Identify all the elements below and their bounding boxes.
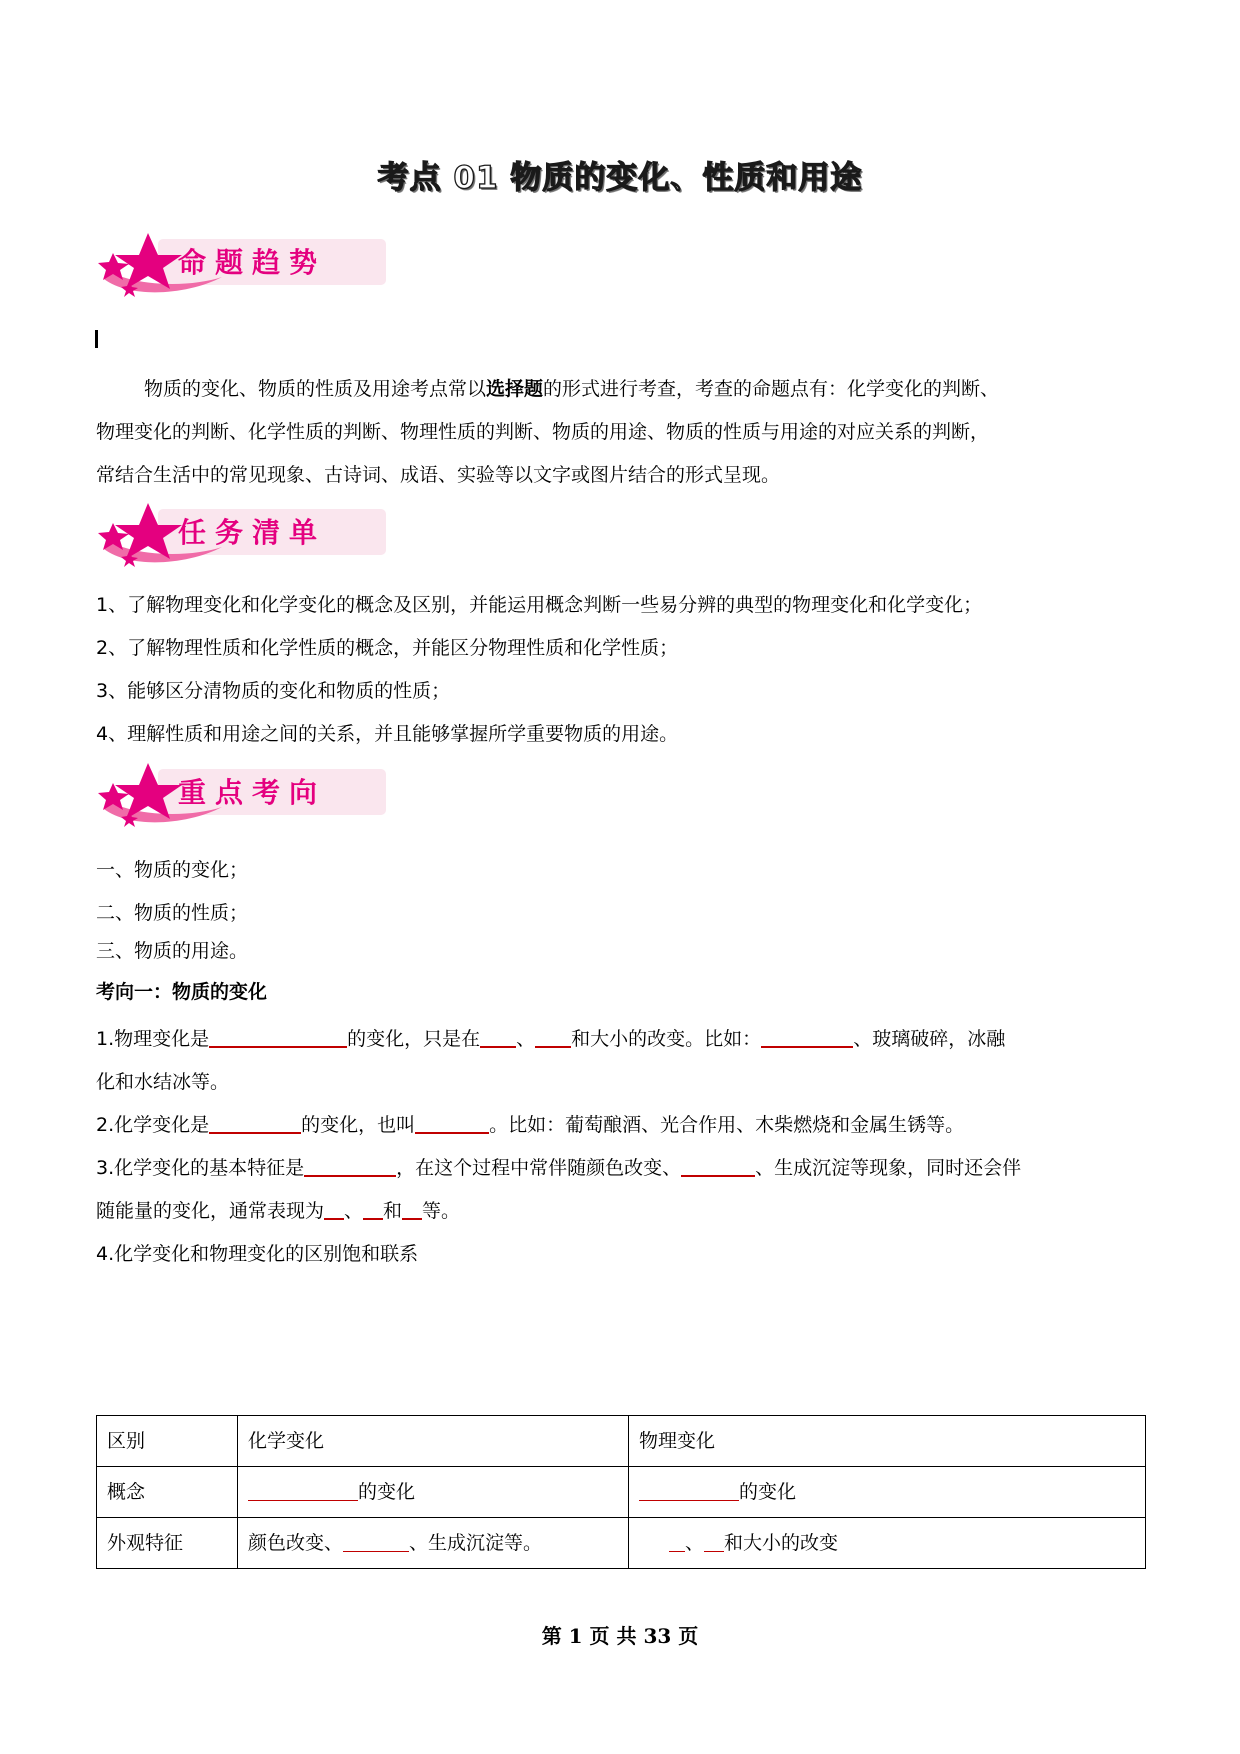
cell-text: 的变化 (358, 1481, 416, 1503)
item1-text-d: 和大小的改变。比如： (571, 1028, 762, 1050)
item1-text-b: 的变化，只是在 (347, 1028, 481, 1050)
table-cell-row-label: 外观特征 (97, 1518, 238, 1569)
task-item-3: 3、能够区分清物质的变化和物质的性质； (96, 680, 451, 702)
table-header-row (97, 1416, 1146, 1467)
table-header-cell-difference: 区别 (97, 1416, 238, 1467)
blank-field[interactable] (480, 1046, 516, 1048)
blank-field[interactable] (704, 1551, 724, 1552)
cell-text-pre: 颜色改变、 (248, 1532, 344, 1554)
blank-field[interactable] (363, 1218, 383, 1220)
trend-text-emphasis: 选择题 (486, 378, 544, 400)
focus-item-3: 三、物质的用途。 (96, 940, 249, 962)
blank-field[interactable] (669, 1551, 685, 1552)
section-banner-trend (96, 225, 386, 289)
task-item-4: 4、理解性质和用途之间的关系，并且能够掌握所学重要物质的用途。 (96, 723, 679, 745)
item3-text-c: 、生成沉淀等现象，同时还会伴 (755, 1157, 1022, 1179)
focus-item-2: 二、物质的性质； (96, 902, 249, 924)
table-row (97, 1518, 1146, 1569)
item3-text-d: 随能量的变化，通常表现为 (96, 1200, 325, 1222)
trend-text-b: 的形式进行考查，考查的命题点有：化学变化的判断、 (543, 378, 1000, 400)
item3-text-g: 等。 (422, 1200, 461, 1222)
content-item-4: 4.化学变化和物理变化的区别饱和联系 (96, 1243, 419, 1265)
cell-text-pre: 、 (685, 1532, 705, 1554)
blank-field[interactable] (209, 1132, 301, 1134)
table-cell-feature-chemical (238, 1518, 629, 1569)
blank-field[interactable] (343, 1551, 409, 1552)
content-item-3-line1 (96, 1147, 1144, 1190)
table-cell-feature-physical (629, 1518, 1146, 1569)
focus-heading: 考向一：物质的变化 (96, 981, 268, 1003)
blank-field[interactable] (681, 1175, 755, 1177)
page-title: 考点 01 物质的变化、性质和用途 (377, 160, 863, 196)
item1-text-c: 、 (516, 1028, 536, 1050)
item3-text-e: 、 (344, 1200, 364, 1222)
item1-text-a: 1.物理变化是 (96, 1028, 210, 1050)
page-footer: 第 1 页 共 33 页 (541, 1624, 699, 1648)
section-banner-focus (96, 755, 386, 819)
blank-field[interactable] (535, 1046, 571, 1048)
table-cell-concept-physical (629, 1467, 1146, 1518)
item2-text-c: 。比如：葡萄酿酒、光合作用、木柴燃烧和金属生锈等。 (489, 1114, 965, 1136)
blank-field[interactable] (209, 1046, 347, 1048)
paragraph-marker (95, 330, 98, 348)
blank-field[interactable] (402, 1218, 422, 1220)
item3-text-f: 和 (383, 1200, 403, 1222)
blank-field[interactable] (324, 1218, 344, 1220)
banner-label: 命题趋势 (178, 246, 327, 279)
blank-field[interactable] (248, 1500, 358, 1501)
trend-paragraph-line3: 常结合生活中的常见现象、古诗词、成语、实验等以文字或图片结合的形式呈现。 (96, 464, 781, 486)
item3-text-a: 3.化学变化的基本特征是 (96, 1157, 305, 1179)
task-item-2: 2、了解物理性质和化学性质的概念，并能区分物理性质和化学性质； (96, 637, 679, 659)
blank-field[interactable] (761, 1046, 853, 1048)
blank-field[interactable] (304, 1175, 396, 1177)
task-item-1: 1、了解物理变化和化学变化的概念及区别，并能运用概念判断一些易分辨的典型的物理变化和化学变化； (96, 594, 983, 616)
trend-paragraph-line1 (96, 368, 1144, 411)
item1-text-e: 、玻璃破碎，冰融 (853, 1028, 1006, 1050)
cell-text-post: 和大小的改变 (724, 1532, 839, 1554)
cell-text-post: 、生成沉淀等。 (409, 1532, 543, 1554)
blank-field[interactable] (415, 1132, 489, 1134)
blank-field[interactable] (639, 1500, 739, 1501)
table-cell-row-label: 概念 (97, 1467, 238, 1518)
table-row (97, 1467, 1146, 1518)
content-item-3-line2 (96, 1190, 1144, 1233)
focus-item-1: 一、物质的变化； (96, 859, 249, 881)
content-item-1-line1 (96, 1018, 1144, 1061)
content-item-1-line2: 化和水结冰等。 (96, 1071, 230, 1093)
trend-text-a: 物质的变化、物质的性质及用途考点常以 (144, 378, 487, 400)
table-header-cell-chemical: 化学变化 (238, 1416, 629, 1467)
banner-label: 重点考向 (178, 776, 327, 809)
item3-text-b: ，在这个过程中常伴随颜色改变、 (396, 1157, 682, 1179)
cell-text: 的变化 (739, 1481, 797, 1503)
item2-text-b: 的变化，也叫 (301, 1114, 416, 1136)
table-cell-concept-chemical (238, 1467, 629, 1518)
section-banner-tasks (96, 495, 386, 559)
trend-paragraph-line2: 物理变化的判断、化学性质的判断、物理性质的判断、物质的用途、物质的性质与用途的对应关系的判断， (96, 421, 990, 443)
content-item-2 (96, 1104, 1144, 1147)
comparison-table (96, 1415, 1146, 1569)
banner-label: 任务清单 (178, 516, 327, 549)
table-header-cell-physical: 物理变化 (629, 1416, 1146, 1467)
item2-text-a: 2.化学变化是 (96, 1114, 210, 1136)
